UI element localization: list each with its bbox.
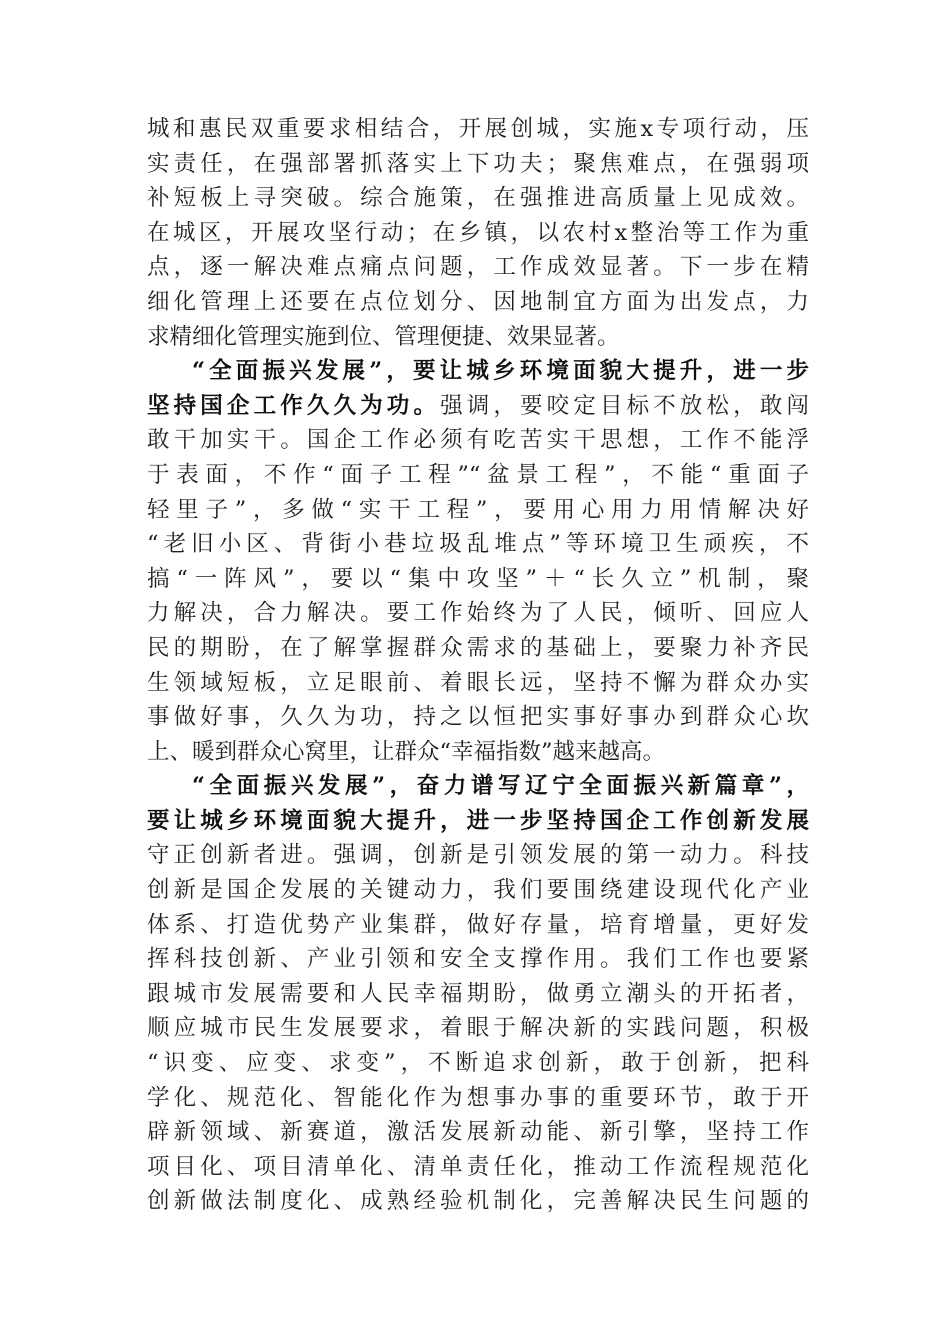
paragraph-line: 敢干加实干。国企工作必须有吃苦实干思想，工作不能浮 bbox=[147, 427, 809, 454]
section-heading-line: “全面振兴发展”，奋力谱写辽宁全面振兴新篇章”， bbox=[192, 773, 809, 800]
paragraph-line: 创新做法制度化、成熟经验机制化，完善解决民生问题的 bbox=[147, 1188, 809, 1215]
paragraph-line: 守正创新者进。强调，创新是引领发展的第一动力。科技 bbox=[147, 842, 809, 869]
paragraph-line: “识变、应变、求变”，不断追求创新，敢于创新，把科 bbox=[147, 1050, 809, 1077]
paragraph-line-mixed bbox=[147, 389, 809, 424]
paragraph-line: 在城区，开展攻坚行动；在乡镇，以农村x整治等工作为重 bbox=[147, 219, 809, 246]
paragraph-line: 项目化、项目清单化、清单责任化，推动工作流程规范化 bbox=[147, 1153, 809, 1180]
paragraph-line: 实责任，在强部署抓落实上下功夫；聚焦难点，在强弱项 bbox=[147, 150, 809, 177]
paragraph-line: 辟新领域、新赛道，激活发展新动能、新引擎，坚持工作 bbox=[147, 1119, 809, 1146]
paragraph-line: 城和惠民双重要求相结合，开展创城，实施x专项行动，压 bbox=[147, 116, 809, 142]
section-heading-line: 要让城乡环境面貌大提升，进一步坚持国企工作创新发展 bbox=[147, 807, 809, 834]
paragraph-line: 事做好事，久久为功，持之以恒把实事好事办到群众心坎 bbox=[147, 704, 809, 731]
paragraph-line: 上、暖到群众心窝里，让群众“幸福指数”越来越高。 bbox=[147, 738, 666, 765]
paragraph-line: 点，逐一解决难点痛点问题，工作成效显著。下一步在精 bbox=[147, 254, 809, 281]
paragraph-line: 体系、打造优势产业集群，做好存量，培育增量，更好发 bbox=[147, 911, 809, 938]
paragraph-text: 强调，要咬定目标不放松，敢闯 bbox=[440, 392, 809, 419]
paragraph-line: 民的期盼，在了解掌握群众需求的基础上，要聚力补齐民 bbox=[147, 634, 809, 661]
paragraph-line: 挥科技创新、产业引领和安全支撑作用。我们工作也要紧 bbox=[147, 946, 809, 973]
body-text bbox=[147, 112, 809, 1219]
paragraph-line: 于表面，不作“面子工程”“盆景工程”，不能“重面子 bbox=[147, 461, 809, 488]
paragraph-line: 创新是国企发展的关键动力，我们要围绕建设现代化产业 bbox=[147, 877, 809, 904]
section-heading-tail: 坚持国企工作久久为功。 bbox=[147, 392, 441, 419]
paragraph-line: 生领域短板，立足眼前、着眼长远，坚持不懈为群众办实 bbox=[147, 669, 809, 696]
paragraph-line: 轻里子”，多做“实干工程”，要用心用力用情解决好 bbox=[147, 496, 809, 523]
section-heading-line: “全面振兴发展”，要让城乡环境面貌大提升，进一步 bbox=[192, 358, 809, 385]
paragraph-line: 顺应城市民生发展要求，着眼于解决新的实践问题，积极 bbox=[147, 1015, 809, 1042]
paragraph-line: 学化、规范化、智能化作为想事办事的重要环节，敢于开 bbox=[147, 1084, 809, 1111]
paragraph-line: 补短板上寻突破。综合施策，在强推进高质量上见成效。 bbox=[147, 185, 809, 212]
paragraph-line: 跟城市发展需要和人民幸福期盼，做勇立潮头的开拓者， bbox=[147, 980, 809, 1007]
paragraph-line: 求精细化管理实施到位、管理便捷、效果显著。 bbox=[147, 323, 620, 350]
paragraph-line: 搞“一阵风”，要以“集中攻坚”＋“长久立”机制，聚 bbox=[147, 565, 809, 592]
paragraph-line: 细化管理上还要在点位划分、因地制宜方面为出发点，力 bbox=[147, 288, 809, 315]
paragraph-line: “老旧小区、背街小巷垃圾乱堆点”等环境卫生顽疾，不 bbox=[147, 531, 809, 558]
paragraph-line: 力解决，合力解决。要工作始终为了人民，倾听、回应人 bbox=[147, 600, 809, 627]
